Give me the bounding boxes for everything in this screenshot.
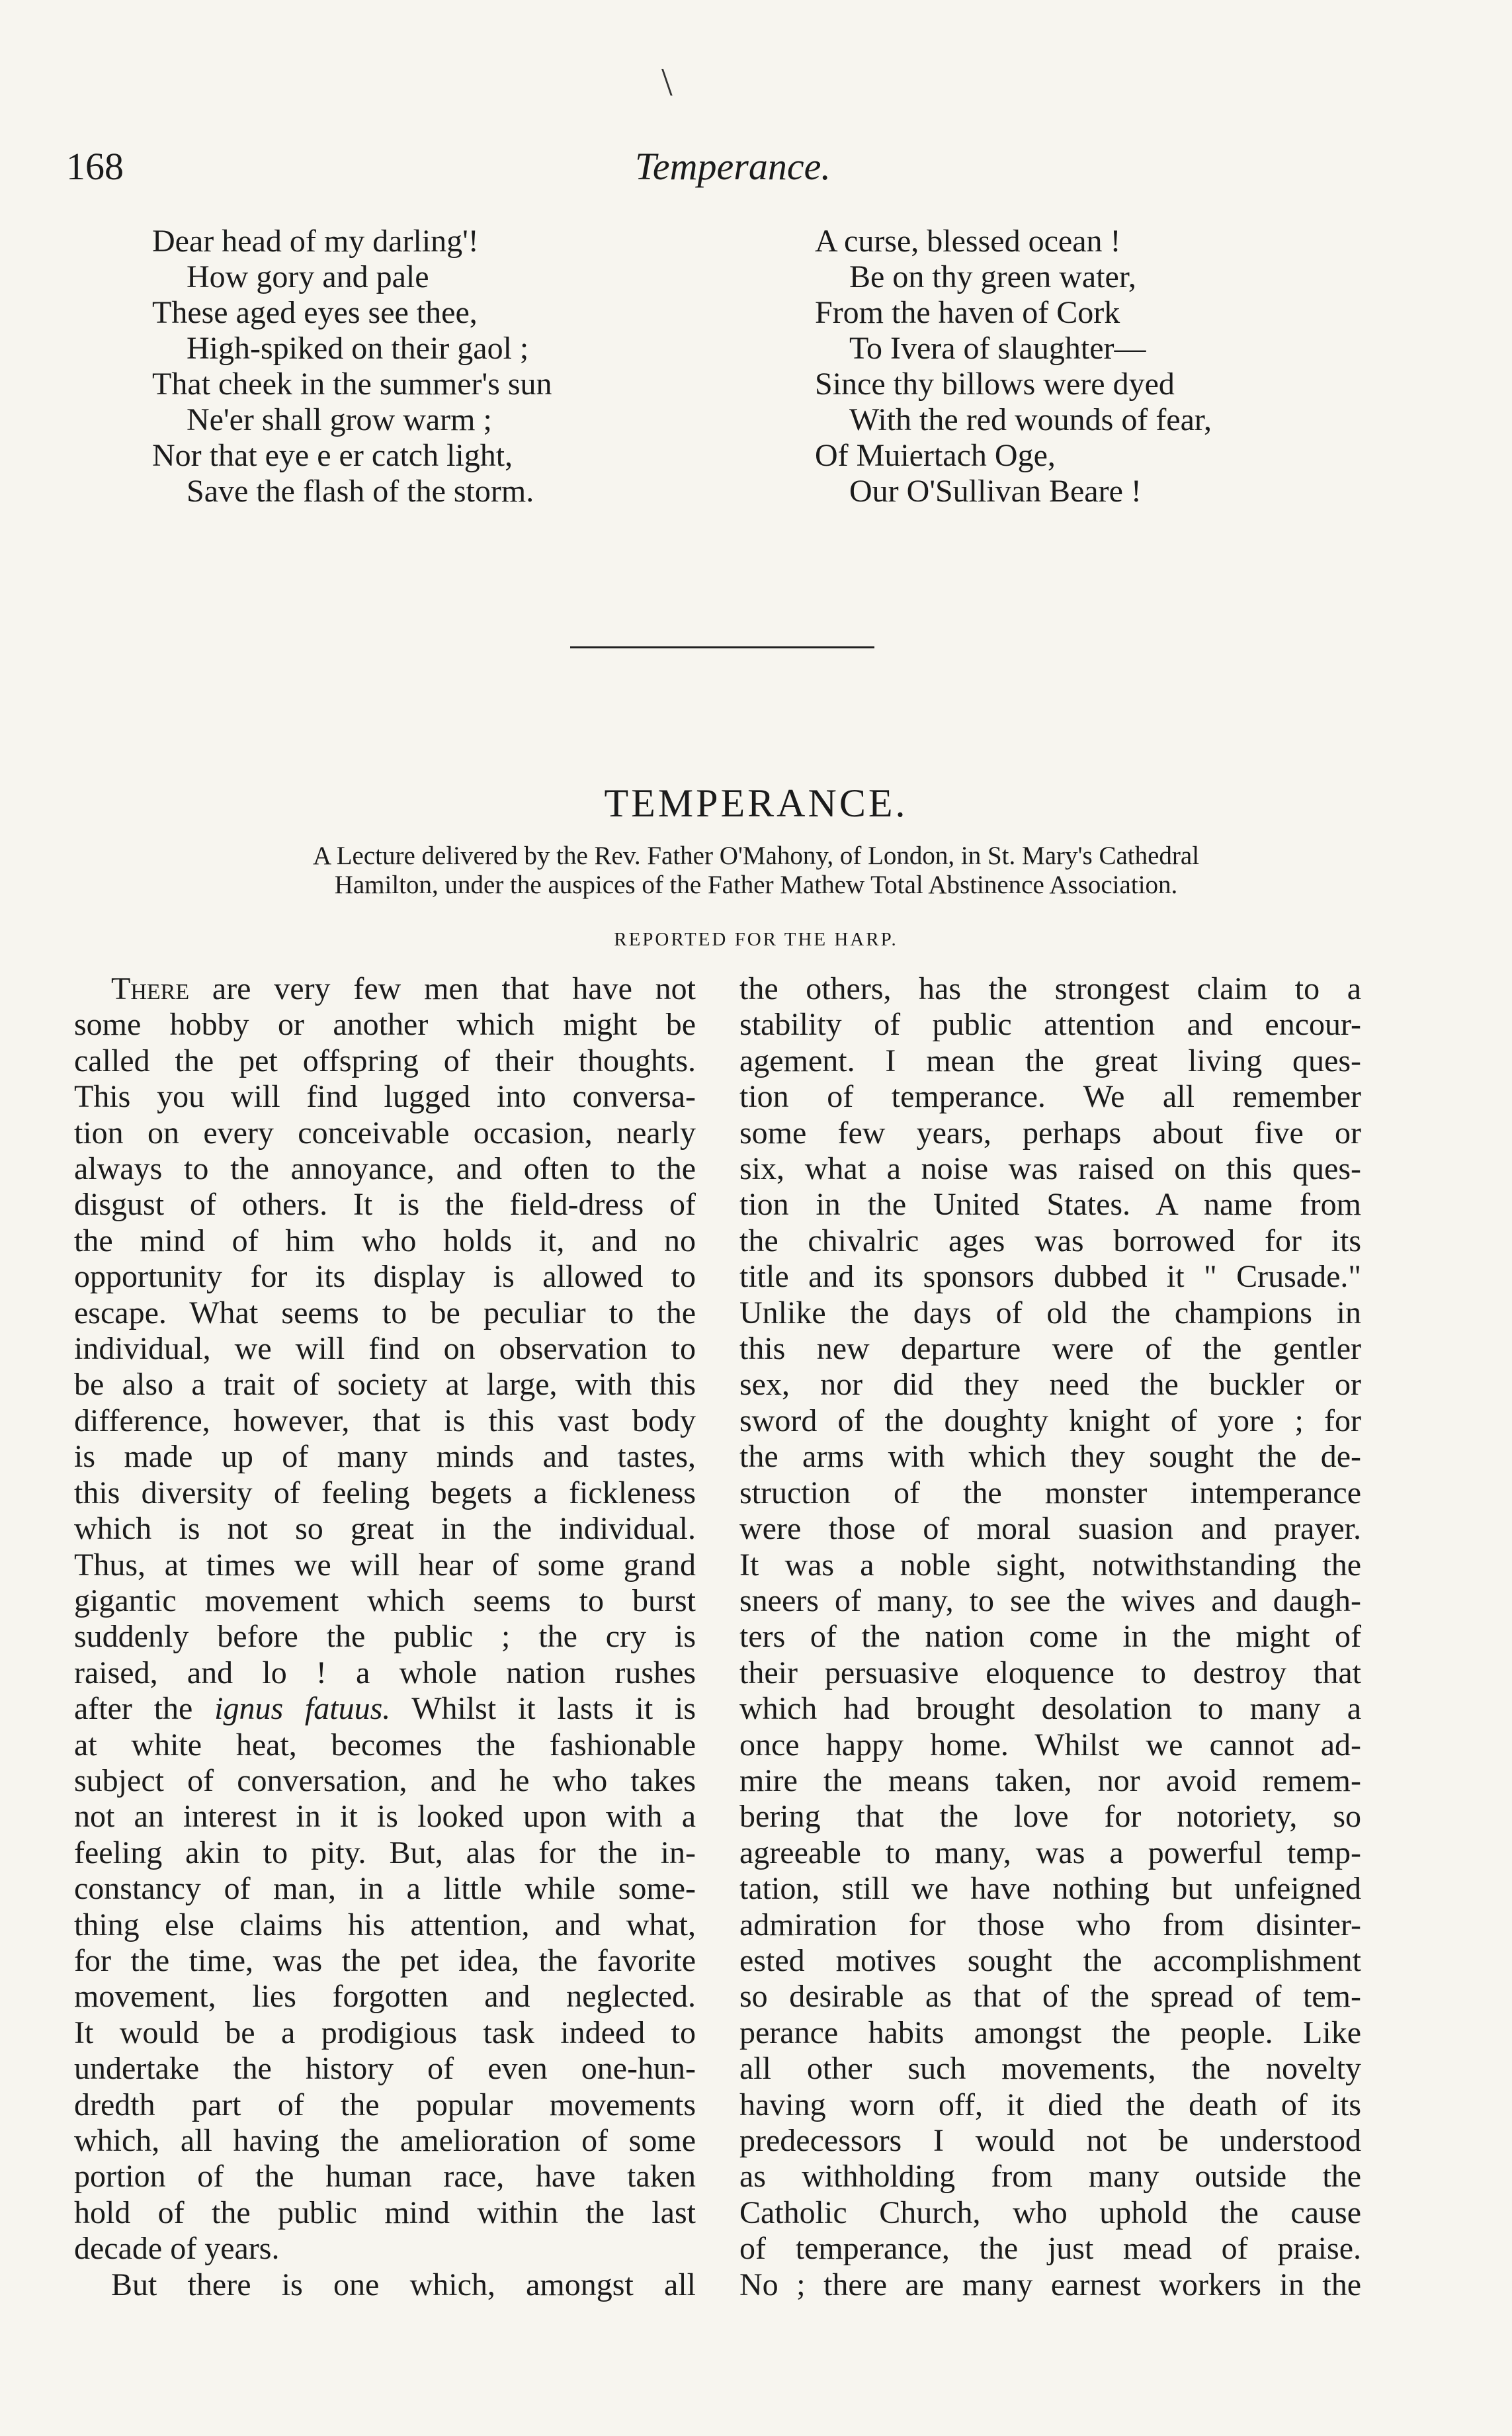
poem-line: Dear head of my darling'! — [152, 224, 479, 259]
body-line: No ; there are many earnest workers in the — [739, 2267, 1361, 2302]
poem-line: To Ivera of slaughter— — [849, 331, 1146, 366]
body-line: ters of the nation come in the might of — [739, 1619, 1361, 1655]
body-line: undertake the history of even one-hun- — [74, 2051, 696, 2087]
body-line: the mind of him who holds it, and no — [74, 1223, 696, 1258]
body-line — [74, 1691, 696, 1727]
body-line: hold of the public mind within the last — [74, 2195, 696, 2230]
poem-line: Save the flash of the storm. — [187, 474, 534, 509]
body-line: not an interest in it is looked upon with a — [74, 1799, 696, 1835]
body-line: which, all having the amelioration of some — [74, 2123, 696, 2158]
body-line: for the time, was the pet idea, the favorite — [74, 1942, 696, 1978]
body-line: as withholding from many outside the — [739, 2159, 1361, 2195]
subtitle-line: A Lecture delivered by the Rev. Father O'Mahony, of London, in St. Mary's Cathedral — [312, 842, 1200, 870]
poem-line: Our O'Sullivan Beare ! — [849, 474, 1142, 509]
body-line: agement. I mean the great living ques- — [739, 1043, 1361, 1078]
body-line: struction of the monster intemperance — [739, 1475, 1361, 1510]
article-subtitle — [79, 842, 1433, 900]
poem-line: That cheek in the summer's sun — [152, 367, 552, 402]
body-line: constancy of man, in a little while some- — [74, 1871, 696, 1907]
drop-word: There — [111, 971, 190, 1006]
body-line: which had brought desolation to many a — [739, 1691, 1361, 1727]
body-line: ested motives sought the accomplishment — [739, 1942, 1361, 1978]
article-column-right — [739, 971, 1361, 2303]
body-line: stability of public attention and encour- — [739, 1007, 1361, 1043]
body-line: difference, however, that is this vast body — [74, 1403, 696, 1438]
subtitle-line: Hamilton, under the auspices of the Father Mathew Total Abstinence Association. — [334, 871, 1178, 899]
body-line: tion of temperance. We all remember — [739, 1079, 1361, 1115]
body-line: six, what a noise was raised on this ques- — [739, 1151, 1361, 1187]
body-line: some hobby or another which might be — [74, 1007, 696, 1043]
top-mark: \ — [661, 60, 673, 104]
body-line: is made up of many minds and tastes, — [74, 1439, 696, 1475]
body-line: thing else claims his attention, and what, — [74, 1907, 696, 1942]
body-text: are very few men that have not — [212, 971, 696, 1006]
body-line: mire the means taken, nor avoid remem- — [739, 1762, 1361, 1798]
body-line: raised, and lo ! a whole nation rushes — [74, 1655, 696, 1690]
poem-line: Ne'er shall grow warm ; — [187, 402, 492, 437]
body-line: called the pet offspring of their thoughts. — [74, 1043, 696, 1078]
body-line: tion in the United States. A name from — [739, 1187, 1361, 1223]
body-line: This you will find lugged into conversa- — [74, 1079, 696, 1115]
article-column-left — [74, 971, 696, 2303]
poem-line: Be on thy green water, — [849, 259, 1136, 294]
body-line: the others, has the strongest claim to a — [739, 971, 1361, 1006]
body-line: of temperance, the just mead of praise. — [739, 2231, 1361, 2267]
body-line: sneers of many, to see the wives and daugh- — [739, 1583, 1361, 1618]
body-line: gigantic movement which seems to burst — [74, 1583, 696, 1618]
body-line: decade of years. — [74, 2231, 280, 2267]
body-line: It was a noble sight, notwithstanding the — [739, 1547, 1361, 1583]
body-line: which is not so great in the individual. — [74, 1511, 696, 1547]
body-line: be also a trait of society at large, with this — [74, 1367, 696, 1403]
poem-line: Nor that eye e er catch light, — [152, 438, 513, 473]
body-line: individual, we will find on observation to — [74, 1331, 696, 1367]
body-line: agreeable to many, was a powerful temp- — [739, 1835, 1361, 1870]
article-title: TEMPERANCE. — [604, 781, 908, 825]
body-line: Thus, at times we will hear of some grand — [74, 1547, 696, 1583]
body-line: suddenly before the public ; the cry is — [74, 1619, 696, 1655]
body-line: escape. What seems to be peculiar to the — [74, 1295, 696, 1330]
body-line: bering that the love for notoriety, so — [739, 1799, 1361, 1835]
body-text: after the — [74, 1691, 193, 1727]
body-line: always to the annoyance, and often to the — [74, 1151, 696, 1187]
body-line: at white heat, becomes the fashionable — [74, 1727, 696, 1762]
poem-line: High-spiked on their gaol ; — [187, 331, 529, 366]
body-line: Unlike the days of old the champions in — [739, 1295, 1361, 1330]
body-line: the chivalric ages was borrowed for its — [739, 1223, 1361, 1258]
body-line: dredth part of the popular movements — [74, 2087, 696, 2122]
body-text: Whilst it lasts it is — [411, 1691, 696, 1727]
poem-line: These aged eyes see thee, — [152, 295, 478, 330]
poem-left-stanza — [152, 224, 552, 509]
body-line: feeling akin to pity. But, alas for the in- — [74, 1835, 696, 1870]
body-line: title and its sponsors dubbed it " Crusade." — [739, 1259, 1361, 1295]
body-line: admiration for those who from disinter- — [739, 1907, 1361, 1942]
body-line: their persuasive eloquence to destroy that — [739, 1655, 1361, 1690]
body-line: this diversity of feeling begets a fickleness — [74, 1475, 696, 1510]
poem-line: Of Muiertach Oge, — [815, 438, 1056, 473]
section-divider — [570, 646, 874, 648]
body-line: It would be a prodigious task indeed to — [74, 2015, 696, 2050]
page-number: 168 — [66, 145, 124, 188]
body-line: perance habits amongst the people. Like — [739, 2015, 1361, 2050]
poem-right-stanza — [815, 224, 1212, 509]
body-line: all other such movements, the novelty — [739, 2051, 1361, 2087]
running-head: Temperance. — [635, 145, 831, 188]
italic-phrase: ignus fatuus. — [214, 1691, 391, 1727]
body-line: having worn off, it died the death of its — [739, 2087, 1361, 2122]
body-line: sword of the doughty knight of yore ; for — [739, 1403, 1361, 1438]
body-line — [74, 971, 696, 1007]
poem-line: A curse, blessed ocean ! — [815, 224, 1121, 259]
body-line: so desirable as that of the spread of tem- — [739, 1979, 1361, 2015]
body-line: the arms with which they sought the de- — [739, 1439, 1361, 1475]
body-line: sex, nor did they need the buckler or — [739, 1367, 1361, 1403]
body-line: tation, still we have nothing but unfeigned — [739, 1871, 1361, 1907]
body-line: movement, lies forgotten and neglected. — [74, 1979, 696, 2015]
poem-line: From the haven of Cork — [815, 295, 1120, 330]
body-line: some few years, perhaps about five or — [739, 1115, 1361, 1151]
body-line: portion of the human race, have taken — [74, 2159, 696, 2195]
body-line: were those of moral suasion and prayer. — [739, 1511, 1361, 1547]
body-line: opportunity for its display is allowed to — [74, 1259, 696, 1295]
poem-line: How gory and pale — [187, 259, 429, 294]
body-line: tion on every conceivable occasion, nearly — [74, 1115, 696, 1151]
body-line: subject of conversation, and he who takes — [74, 1762, 696, 1798]
body-line: this new departure were of the gentler — [739, 1331, 1361, 1367]
reported-for-line: REPORTED FOR THE HARP. — [614, 929, 898, 950]
body-line: predecessors I would not be understood — [739, 2123, 1361, 2158]
body-line: disgust of others. It is the field-dress of — [74, 1187, 696, 1223]
body-line: once happy home. Whilst we cannot ad- — [739, 1727, 1361, 1762]
body-line: But there is one which, amongst all — [111, 2267, 696, 2302]
poem-line: With the red wounds of fear, — [849, 402, 1212, 437]
body-line: Catholic Church, who uphold the cause — [739, 2195, 1361, 2230]
poem-line: Since thy billows were dyed — [815, 367, 1175, 402]
